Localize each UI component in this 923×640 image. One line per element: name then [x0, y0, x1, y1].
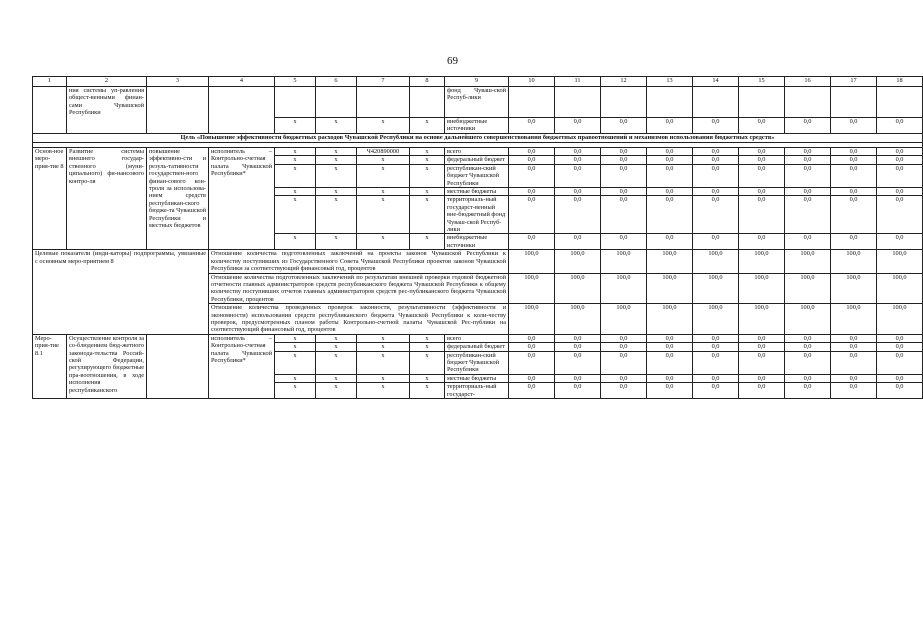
budget-table	[32, 76, 923, 399]
activity-name-cell: ния системы уп-равления общест-венными финан-сами Чувашской Республики	[67, 87, 147, 134]
source-cell: фонд Чуваш-ской Респуб-лики	[445, 87, 509, 118]
activity-name-cell: Развитие системы внешнего государ-ственного (муни-ципального) фи-нансового контро-ля	[67, 148, 147, 250]
activity-name-cell: Осуществление контроля за со-блюдением бюд-жетного законода-тельства Россий-ской Федерации, регулирующего бюджетные пра-воотношения, в ходе исполнения республиканского	[67, 334, 147, 398]
executor-cell: исполнитель – Контрольно-счетная палата Чувашской Республики*	[209, 334, 275, 398]
source-cell: всего	[445, 148, 509, 156]
table-row: x x x x территориаль-ный государст-венный вне-бюджетный фонд Чуваш-ской Респуб-лики 0,0 0,0 0,0 0,0 0,0 0,0 0,0 0,0 0,0	[33, 196, 923, 234]
col-header: 7	[357, 77, 410, 87]
col-header: 1	[33, 77, 67, 87]
table-row	[33, 87, 923, 118]
col-header: 17	[831, 77, 877, 87]
table-row: x x x x территориаль-ный государст- 0,0 0,0 0,0 0,0 0,0 0,0 0,0 0,0 0,0	[33, 383, 923, 399]
indicator-text: Отношение количества подготовленных заключений по результатам внешней проверки годовой бюджетной отчетности главных администраторов средств республиканского бюджета Чувашской Республики к общему количеству поступивших отчетов главных администраторов средств рес-публиканского бюджета Чувашской Республики, процентов	[209, 273, 509, 304]
page-number: 69	[447, 55, 458, 67]
source-cell: местные бюджеты	[445, 374, 509, 382]
col-header: 2	[67, 77, 147, 87]
col-header: 8	[410, 77, 445, 87]
col-header: 6	[316, 77, 357, 87]
table-row: x x x x республикан-ский бюджет Чувашской Республики 0,0 0,0 0,0 0,0 0,0 0,0 0,0 0,0 0,0	[33, 351, 923, 374]
col-header: 5	[275, 77, 316, 87]
table-row: x x x x внебюджетные источники 0,0 0,0 0,0 0,0 0,0 0,0 0,0 0,0 0,0	[33, 234, 923, 250]
column-number-row	[33, 77, 923, 87]
source-cell: федеральный бюджет	[445, 343, 509, 351]
col-header: 9	[445, 77, 509, 87]
source-cell: федеральный бюджет	[445, 156, 509, 164]
source-cell: местные бюджеты	[445, 188, 509, 196]
col-header: 10	[509, 77, 555, 87]
col-header: 14	[693, 77, 739, 87]
table-row: x x x x федеральный бюджет 0,0 0,0 0,0 0,0 0,0 0,0 0,0 0,0 0,0	[33, 343, 923, 351]
activity-goal-cell: повышение эффективно-сти и резуль-тативности государствен-ного финан-сового кон-троля за использова-нием средств республикан-ского бюдже-та Чувашской Республики и местных бюджетов	[147, 148, 209, 250]
table-row: x x x x местные бюджеты 0,0 0,0 0,0 0,0 0,0 0,0 0,0 0,0 0,0	[33, 188, 923, 196]
goal-row	[33, 134, 923, 143]
table-row: Основ-ное меро-прия-тие 8 Развитие системы внешнего государ-ственного (муни-ципального) фи-нансового контро-ля повышение эффективно-сти и резуль-тативности государствен-ного финан-сового кон-троля за использова-нием средств республикан-ского бюдже-та Чувашской Республики и местных бюджетов исполнитель – Контрольно-счетная палата Чувашской Республики* x x Ч420890000 x всего 0,0 0,0 0,0 0,0 0,0 0,0 0,0 0,0 0,0	[33, 148, 923, 156]
table-row: Меро-прия-тие 8.1 Осуществление контроля за со-блюдением бюд-жетного законода-тельства Россий-ской Федерации, регулирующего бюджетные пра-воотношения, в ходе исполнения республиканского исполнитель – Контрольно-счетная палата Чувашской Республики* x x x x всего 0,0 0,0 0,0 0,0 0,0 0,0 0,0 0,0 0,0	[33, 334, 923, 342]
source-cell: республикан-ский бюджет Чувашской Республики	[445, 351, 509, 374]
col-header: 18	[877, 77, 923, 87]
col-header: 3	[147, 77, 209, 87]
source-cell: внебюджетные источники	[445, 234, 509, 250]
source-cell: территориаль-ный государст-венный вне-бюджетный фонд Чуваш-ской Респуб-лики	[445, 196, 509, 234]
indicator-text: Отношение количества проведенных проверок законности, результативности (эффективности и экономности) использования средств республиканского бюджета Чувашской Республики к коли-честву проверок, предусмотренных планом работы Контрольно-счетной палаты Чувашской Рес-публики на соответствующий финансовый год, процентов	[209, 304, 509, 335]
table-row: x x x x федеральный бюджет 0,0 0,0 0,0 0,0 0,0 0,0 0,0 0,0 0,0	[33, 156, 923, 164]
source-cell: внебюджетные источники	[445, 118, 509, 134]
indicator-text: Отношение количества подготовленных заключений на проекты законов Чувашской Республики к количеству поступивших из Государственного Совета Чувашской Республики проектов законов Чувашской Республики за соответствующий финансовый год, процентов	[209, 250, 509, 273]
col-header: 16	[785, 77, 831, 87]
goal-heading: Цель «Повышение эффективности бюджетных расходов Чувашской Республики на основе дальнейшего совершенствования бюджетных правоотношений и механизмов использования бюджетных средств»	[33, 134, 923, 143]
col-header: 15	[739, 77, 785, 87]
executor-cell: исполнитель – Контрольно-счетная палата Чувашской Республики*	[209, 148, 275, 250]
budget-code: Ч420890000	[357, 148, 410, 156]
activity-label-cell: Меро-прия-тие 8.1	[33, 334, 67, 398]
indicator-label: Целевые показатели (инди-каторы) подпрограммы, увязанные с основным меро-приятием 8	[33, 250, 209, 334]
source-cell: республикан-ский бюджет Чувашской Республики	[445, 164, 509, 187]
source-cell: территориаль-ный государст-	[445, 383, 509, 399]
source-cell: всего	[445, 334, 509, 342]
col-header: 12	[601, 77, 647, 87]
activity-label-cell: Основ-ное меро-прия-тие 8	[33, 148, 67, 250]
indicator-row: Отношение количества подготовленных заключений по результатам внешней проверки годовой бюджетной отчетности главных администраторов средств республиканского бюджета Чувашской Республики к общему количеству поступивших отчетов главных администраторов средств рес-публиканского бюджета Чувашской Республики, процентов 100,0 100,0 100,0 100,0 100,0 100,0 100,0 100,0 100,0	[33, 273, 923, 304]
col-header: 4	[209, 77, 275, 87]
table-row: x x x x республикан-ский бюджет Чувашской Республики 0,0 0,0 0,0 0,0 0,0 0,0 0,0 0,0 0,0	[33, 164, 923, 187]
indicator-row: Отношение количества проведенных проверок законности, результативности (эффективности и экономности) использования средств республиканского бюджета Чувашской Республики к коли-честву проверок, предусмотренных планом работы Контрольно-счетной палаты Чувашской Рес-публики на соответствующий финансовый год, процентов 100,0 100,0 100,0 100,0 100,0 100,0 100,0 100,0 100,0	[33, 304, 923, 335]
table-row: x x x x местные бюджеты 0,0 0,0 0,0 0,0 0,0 0,0 0,0 0,0 0,0	[33, 374, 923, 382]
col-header: 13	[647, 77, 693, 87]
table-row: x x x x внебюджетные источники 0,0 0,0 0,0 0,0 0,0 0,0 0,0 0,0 0,0	[33, 118, 923, 134]
indicator-row: Целевые показатели (инди-каторы) подпрограммы, увязанные с основным меро-приятием 8 Отношение количества подготовленных заключений на проекты законов Чувашской Республики к количеству поступивших из Государственного Совета Чувашской Республики проектов законов Чувашской Республики за соответствующий финансовый год, процентов 100,0 100,0 100,0 100,0 100,0 100,0 100,0 100,0 100,0	[33, 250, 923, 273]
col-header: 11	[555, 77, 601, 87]
